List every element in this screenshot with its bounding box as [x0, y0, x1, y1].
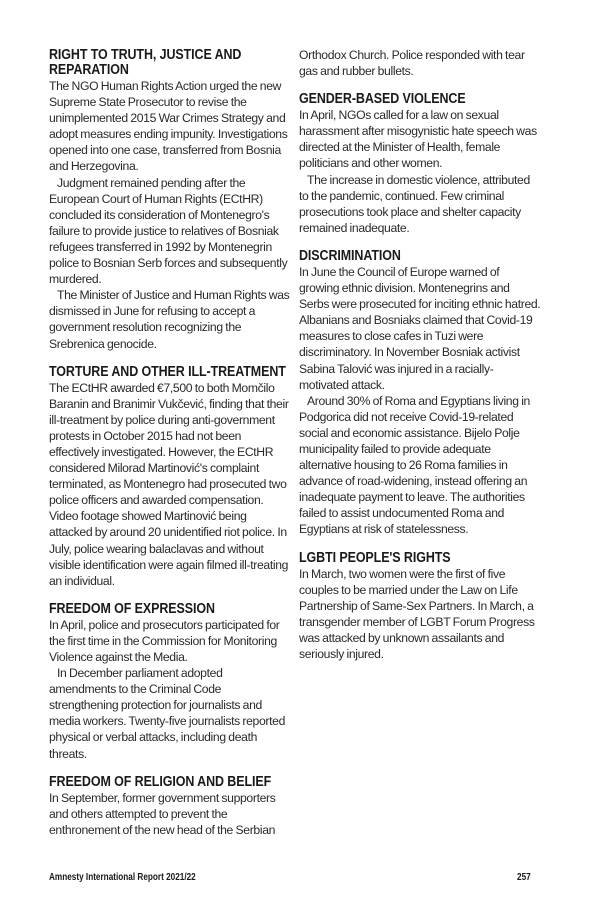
section-heading: FREEDOM OF RELIGION AND BELIEF — [49, 773, 272, 790]
section-torture — [49, 365, 291, 589]
section-heading: LGBTI PEOPLE'S RIGHTS — [299, 549, 451, 566]
paragraph: In September, former government supporters and others attempted to prevent the enthronement of the new head of the Serbian — [49, 790, 276, 837]
right-column — [299, 47, 541, 675]
section-freedom-of-religion — [49, 775, 291, 838]
left-column — [49, 48, 291, 851]
page-footer — [49, 872, 531, 886]
section-continuation — [299, 47, 541, 79]
page-number: 257 — [517, 872, 531, 883]
publication-title: Amnesty International Report 2021/22 — [49, 872, 196, 883]
paragraph: The ECtHR awarded €7,500 to both Momčilo Baranin and Branimir Vukčević, finding that their ill-treatment by police during anti-government protests in October 2015 had not been effectively investigated. However, the ECtHR considered Milorad Martinović's complaint terminated, as Montenegro had prosecuted two police officers and awarded compensation. Video footage showed Martinović being attacked by around 20 unidentified riot police. In July, police wearing balaclavas and without visible identification were again filmed ill-treating an individual. — [49, 380, 289, 588]
paragraph: In December parliament adopted amendments to the Criminal Code strengthening protection for journalists and media workers. Twenty-five journalists reported physical or verbal attacks, including death threats. — [49, 666, 286, 761]
section-right-to-truth — [49, 48, 291, 352]
paragraph: The Minister of Justice and Human Rights was dismissed in June for refusing to accept a government resolution recognizing the Srebrenica genocide. — [49, 288, 290, 351]
paragraph-continuation: Orthodox Church. Police responded with tear gas and rubber bullets. — [299, 48, 525, 79]
paragraph: Around 30% of Roma and Egyptians living in Podgorica did not receive Covid-19-related social and economic assistance. Bijelo Polje municipality failed to provide adequate alternative housing to 26 Roma families in advance of road-widening, instead offering an inadequate payment to leave. The authorities failed to assist undocumented Roma and Egyptians at risk of statelessness. — [299, 393, 530, 537]
section-gender-based-violence — [299, 92, 541, 236]
section-heading: TORTURE AND OTHER ILL-TREATMENT — [49, 363, 286, 380]
section-heading: RIGHT TO TRUTH, JUSTICE AND REPARATION — [49, 47, 242, 78]
section-heading: FREEDOM OF EXPRESSION — [49, 600, 215, 617]
section-heading: DISCRIMINATION — [299, 247, 401, 264]
section-lgbti-rights — [299, 551, 541, 663]
section-discrimination — [299, 249, 541, 538]
paragraph: In June the Council of Europe warned of growing ethnic division. Montenegrins and Serbs were prosecuted for inciting ethnic hatred. Albanians and Bosniaks claimed that Covid-19 measures to close cafes in Tuzi were discriminatory. In November Bosniak activist Sabina Talović was injured in a racially-motivated attack. — [299, 264, 541, 392]
paragraph: In March, two women were the first of five couples to be married under the Law on Life Partnership of Same-Sex Partners. In March, a transgender member of LGBT Forum Progress was attacked by unknown assailants and seriously injured. — [299, 566, 535, 661]
section-freedom-of-expression — [49, 602, 291, 762]
paragraph: The NGO Human Rights Action urged the new Supreme State Prosecutor to revise the unimplemented 2015 War Crimes Strategy and adopt measures ending impunity. Investigations opened into one case, transferred from Bosnia and Herzegovina. — [49, 79, 288, 174]
paragraph: In April, police and prosecutors participated for the first time in the Commission for Monitoring Violence against the Media. — [49, 617, 280, 664]
paragraph: Judgment remained pending after the European Court of Human Rights (ECtHR) concluded its consideration of Montenegro's failure to provide justice to relatives of Bosniak refugees transferred in 1992 by Montenegrin police to Bosnian Serb forces and subsequently murdered. — [49, 175, 288, 287]
paragraph: The increase in domestic violence, attributed to the pandemic, continued. Few criminal prosecutions took place and shelter capacity remained inadequate. — [299, 172, 530, 235]
paragraph: In April, NGOs called for a law on sexual harassment after misogynistic hate speech was directed at the Minister of Health, female politicians and other women. — [299, 108, 537, 171]
section-heading: GENDER-BASED VIOLENCE — [299, 91, 466, 108]
